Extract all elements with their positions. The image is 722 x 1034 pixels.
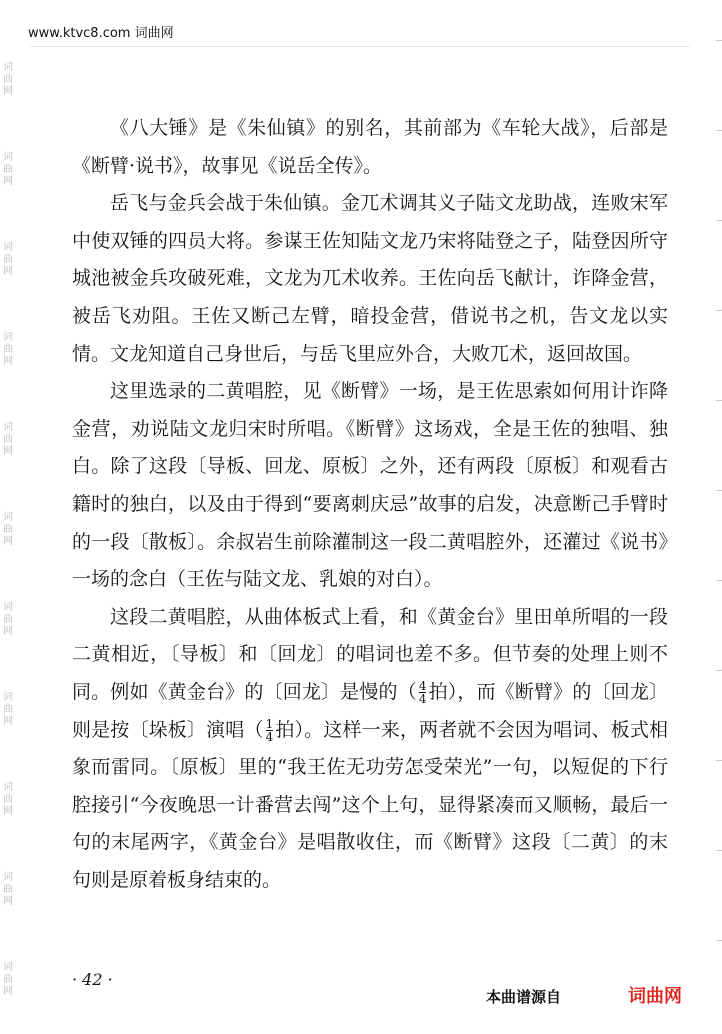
margin-watermark: 词曲网 (3, 782, 13, 817)
fraction-denominator: 4 (265, 730, 274, 744)
site-header: www.ktvc8.com 词曲网 (28, 26, 174, 41)
rhythm-text-part1: 这段二黄唱腔，从曲体板式上看，和《黄金台》里田单所唱的一段二黄相近，〔导板〕和〔回龙〕的唱词也差不多。但节奏的处理上则不同。例如《黄金台》的〔回龙〕是慢的（ (72, 605, 668, 703)
fraction-denominator: 4 (418, 692, 427, 707)
margin-watermark: 词曲网 (3, 512, 13, 547)
fraction-numerator: 1 (265, 717, 274, 731)
margin-watermark: 词曲网 (3, 602, 13, 637)
margin-watermark: 词曲网 (3, 422, 13, 457)
fraction-four-four (419, 680, 427, 705)
margin-watermark: 词曲网 (3, 962, 13, 997)
paragraph-selection: 这里选录的二黄唱腔，见《断臂》一场，是王佐思索如何用计诈降金营，劝说陆文龙归宋时所唱。《断臂》这场戏，全是王佐的独唱、独白。除了这段〔导板、回龙、原板〕之外，还有两段〔原板〕和观看古籍时的独白，以及由于得到“要离刺庆忌”故事的启发，决意断己手臂时的一段〔散板〕。余叔岩生前除灌制这一段二黄唱腔外，还灌过《说书》一场的念白（王佐与陆文龙、乳娘的对白）。 (72, 380, 668, 591)
margin-watermark: 词曲网 (3, 62, 13, 97)
paragraph-alias: 《八大锤》是《朱仙镇》的别名，其前部为《车轮大战》，后部是《断臂·说书》，故事见《说岳全传》。 (72, 117, 668, 177)
margin-watermark: 词曲网 (3, 692, 13, 727)
page-number: · 42 · (72, 970, 113, 989)
margin-watermark: 词曲网 (3, 242, 13, 277)
margin-watermark: 词曲网 (3, 872, 13, 907)
margin-watermark: 词曲网 (3, 332, 13, 367)
right-margin-ticks (714, 0, 722, 1034)
site-logo[interactable]: 词曲网 (628, 986, 682, 1007)
fraction-numerator: 4 (418, 679, 427, 694)
paragraph-story: 岳飞与金兵会战于朱仙镇。金兀术调其义子陆文龙助战，连败宋军中使双锤的四员大将。参谋王佐知陆文龙乃宋将陆登之子，陆登因所守城池被金兵攻破死难，文龙为兀术收养。王佐向岳飞献计，诈降金营，被岳飞劝阻。王佐又断己左臂，暗投金营，借说书之机，告文龙以实情。文龙知道自己身世后，与岳飞里应外合，大败兀术，返回故国。 (72, 192, 668, 365)
fraction-one-four (266, 718, 274, 743)
source-label: 本曲谱源自 (486, 988, 562, 1006)
header-divider (30, 46, 690, 47)
rhythm-text-part2: 拍），而《断臂》的〔回龙〕则是按〔垛板〕演唱（ (72, 680, 668, 741)
left-margin-watermarks (0, 0, 18, 1034)
paragraph-rhythm (72, 599, 668, 900)
rhythm-text-part3: 拍）。这样一来，两者就不会因为唱词、板式相象而雷同。〔原板〕里的“我王佐无功劳怎受荣光”一句，以短促的下行腔接引“今夜晚思一计番营去闯”这个上句，显得紧凑而又顺畅，最后一句的末尾两字，《黄金台》是唱散收住，而《断臂》这段〔二黄〕的末句则是原着板身结束的。 (72, 718, 668, 891)
article-body (72, 110, 668, 899)
margin-watermark: 词曲网 (3, 152, 13, 187)
